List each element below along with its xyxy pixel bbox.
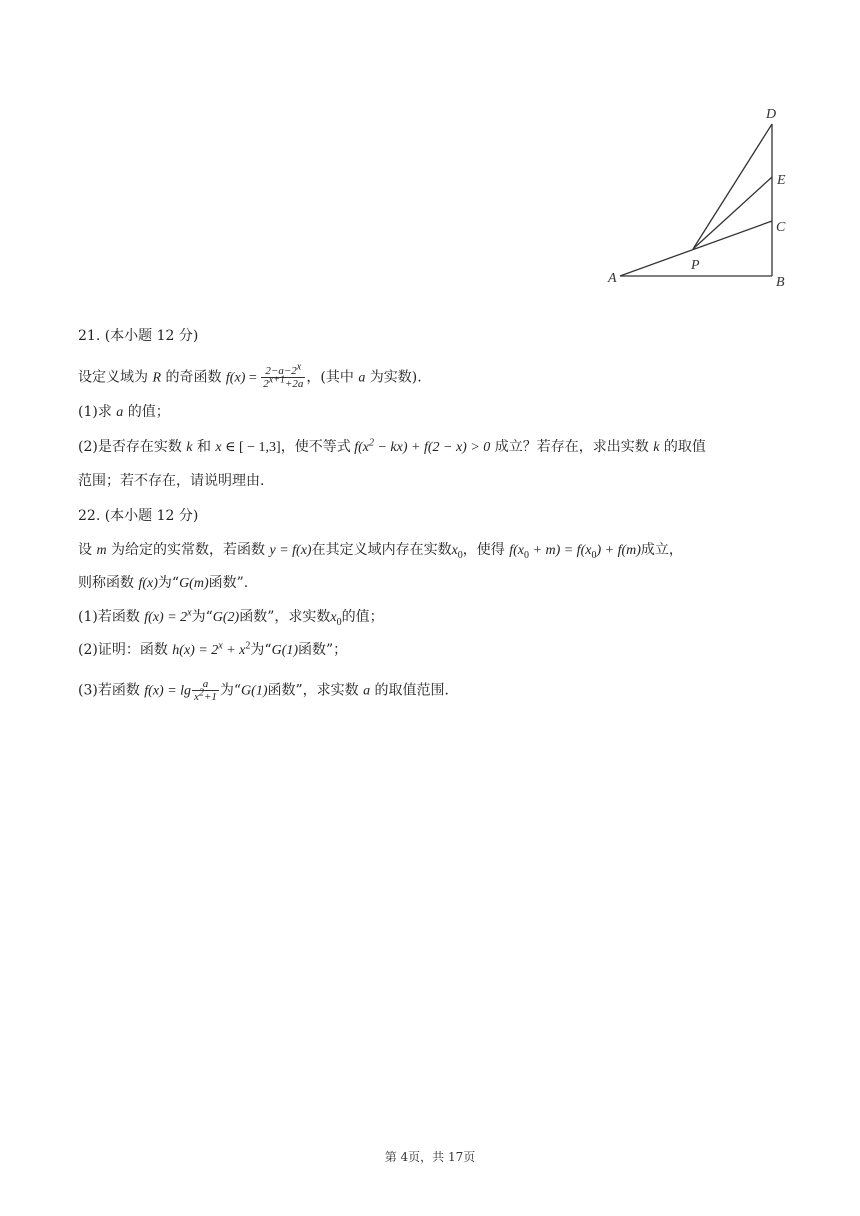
label-P: P	[691, 258, 700, 273]
label-B: B	[776, 275, 785, 290]
label-D: D	[766, 107, 777, 122]
q21-header: 21. (本小题 12 分)	[78, 328, 199, 344]
q22-fraction: $\frac{a}{x^2+1}$	[194, 678, 217, 703]
q21-part1: (1)求 a 的值；	[78, 404, 170, 420]
q21-part2: (2)是否存在实数 k 和 x ∈ [ − 1,3]，使不等式 $f(x^2 - kx) + f(2 - x) > 0$ 成立？若存在，求出实数 k 的取值	[78, 437, 706, 455]
q21-fraction: $\frac{2-a-2^x}{2^{x+1}+2a}$	[263, 361, 304, 390]
q22-part3: (3)若函数 f(x) = lg $\frac{a}{x^2+1}$ 为“G(1)函数”，求实数 a 的取值范围.	[78, 678, 449, 703]
q22-part1: (1)若函数 $f(x) = 2^x$为“G(2)函数”，求实数$x_0$的值；	[78, 607, 384, 628]
q21-part2-cont: 范围；若不存在，请说明理由.	[78, 473, 265, 489]
q22-part2: (2)证明：函数 $h(x) = 2^x + x^2$为“G(1)函数”；	[78, 640, 348, 658]
geometry-figure	[598, 100, 798, 292]
segment-PE	[693, 177, 772, 249]
segment-PD	[693, 124, 772, 249]
q21-stem: 设定义域为 R 的奇函数 f(x) = $\frac{2-a-2^x}{2^{x+1}+2a}$ ，(其中 a 为实数).	[78, 361, 422, 390]
q22-header: 22. (本小题 12 分)	[78, 508, 199, 524]
q22-stem: 设 m 为给定的实常数，若函数 y = f(x)在其定义域内存在实数$x_0$，使得 $f(x_0 + m) = f(x_0) + f(m)$成立，	[78, 542, 683, 561]
label-A: A	[608, 271, 617, 286]
label-E: E	[777, 173, 786, 188]
label-C: C	[776, 220, 786, 235]
page-footer: 第 4页，共 17页	[384, 1150, 476, 1164]
q22-stem-cont: 则称函数 f(x)为“G(m)函数”.	[78, 575, 249, 591]
